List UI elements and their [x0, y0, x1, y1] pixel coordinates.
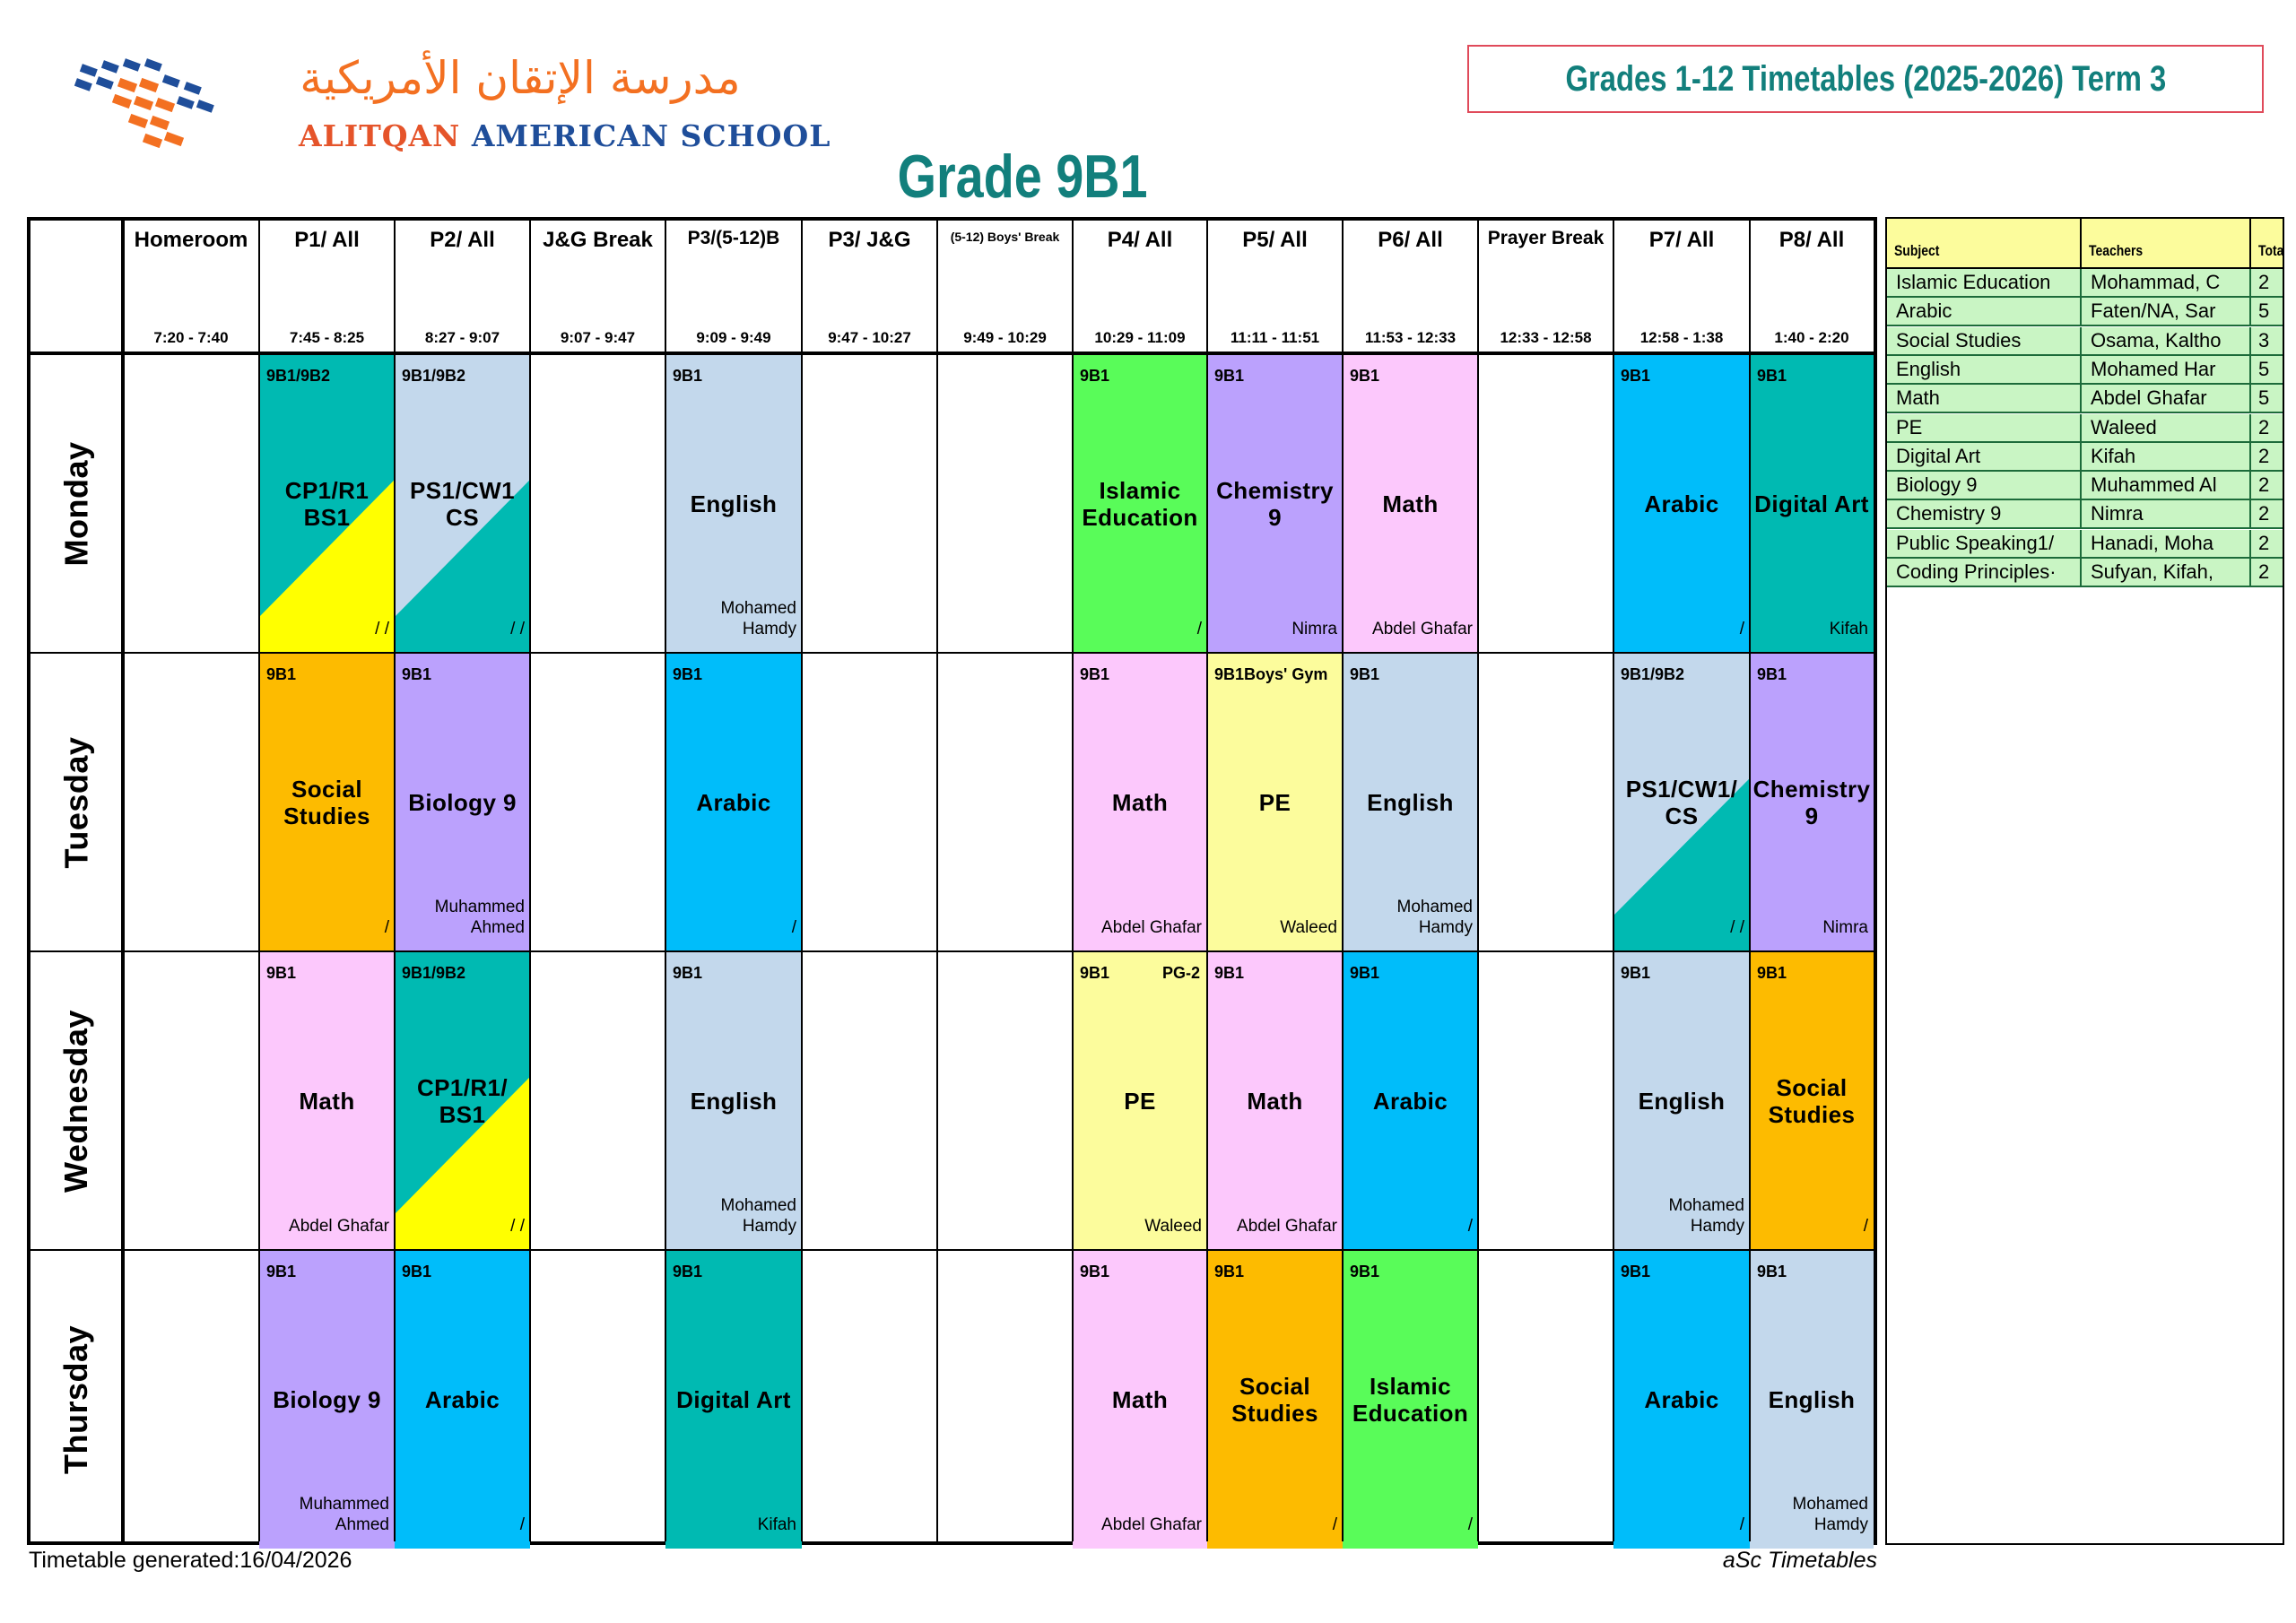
column-name: Prayer Break: [1487, 228, 1605, 248]
column-name: (5-12) Boys' Break: [950, 230, 1060, 244]
lesson-cell[interactable]: [259, 354, 395, 653]
lesson-subject: Chemistry 9: [1752, 775, 1871, 829]
day-name: Tuesday: [57, 736, 95, 868]
lesson-teacher: Nimra: [1822, 918, 1868, 938]
subject-table-cell: 2: [2249, 530, 2284, 557]
grid-line: [1477, 221, 1479, 1541]
lesson-teacher: Abdel Ghafar: [289, 1217, 389, 1237]
lesson-subject: English: [690, 1087, 778, 1115]
subject-table-cell: 5: [2249, 356, 2284, 383]
subject-table-cell: Kifah: [2080, 443, 2249, 470]
lesson-cell[interactable]: [1207, 951, 1343, 1250]
subject-table-cell: Hanadi, Moha: [2080, 530, 2249, 557]
subject-table-cell: Faten/NA, Sar: [2080, 298, 2249, 325]
lesson-subject: Social Studies: [283, 775, 370, 829]
lesson-class: 9B1/9B2: [402, 367, 466, 385]
grid-line: [394, 221, 396, 1541]
lesson-subject: Math: [1247, 1087, 1303, 1115]
lesson-cell[interactable]: [1343, 354, 1478, 653]
subject-table-row: [1887, 269, 2283, 298]
subject-table-row: [1887, 472, 2283, 500]
lesson-subject: CP1/R1 BS1: [284, 476, 370, 531]
lesson-cell[interactable]: [395, 1250, 530, 1549]
lesson-subject: Biology 9: [273, 1385, 381, 1413]
lesson-cell[interactable]: [1613, 653, 1750, 951]
grid-line: [1342, 221, 1344, 1541]
school-name-english: [299, 118, 831, 153]
grid-line: [1613, 221, 1614, 1541]
column-name: Homeroom: [134, 228, 248, 252]
lesson-teacher: Muhammed Ahmed: [299, 1494, 389, 1535]
lesson-teacher: Muhammed Ahmed: [434, 897, 525, 938]
subject-table-cell: Arabic: [1896, 299, 1952, 323]
lesson-class: 9B1: [266, 665, 297, 683]
grid-line: [529, 221, 531, 1541]
subject-table-row: [1887, 443, 2283, 472]
lesson-subject: Chemistry 9: [1216, 476, 1334, 531]
subject-table-cell: Public Speaking1/: [1896, 531, 2055, 554]
column-header: [937, 221, 1073, 352]
column-name: P7/ All: [1648, 228, 1715, 252]
lesson-subject: Arabic: [1644, 490, 1719, 517]
lesson-teacher: /: [1739, 1515, 1744, 1535]
lesson-class: 9B1: [1214, 367, 1245, 385]
column-header: [665, 221, 802, 352]
term-title: Grades 1-12 Timetables (2025-2026) Term 3: [1565, 58, 2166, 99]
lesson-class: 9B1: [1080, 367, 1110, 385]
lesson-teacher: Kifah: [1829, 620, 1868, 639]
lesson-cell[interactable]: [1750, 653, 1874, 951]
grid-line: [1072, 221, 1074, 1541]
lesson-cell[interactable]: [1073, 354, 1207, 653]
school-logo-icon: [63, 54, 233, 161]
lesson-class: 9B1/9B2: [1621, 665, 1685, 683]
school-name-arabic: مدرسة الإتقان الأمريكية: [300, 52, 741, 104]
column-header: [1343, 221, 1478, 352]
subject-table-cell: 2: [2249, 443, 2284, 470]
column-name: P4/ All: [1107, 228, 1173, 252]
header-text: Tota: [2258, 242, 2284, 259]
column-time: 12:58 - 1:38: [1639, 329, 1724, 346]
lesson-subject: PS1/CW1/ CS: [1625, 775, 1738, 829]
lesson-teacher: / /: [1730, 918, 1744, 938]
subject-table-cell: Mohamed Har: [2080, 356, 2249, 383]
lesson-subject: Islamic Education: [1082, 476, 1198, 531]
column-name: P5/ All: [1242, 228, 1308, 252]
grid-line: [30, 950, 1874, 952]
subject-table-cell: 2: [2249, 472, 2284, 499]
subject-table-row: [1887, 500, 2283, 529]
lesson-teacher: /: [1467, 1217, 1473, 1237]
lesson-class: 9B1: [1757, 1263, 1787, 1280]
lesson-subject: English: [1768, 1385, 1856, 1413]
grid-line: [30, 352, 1874, 355]
lesson-class: 9B1: [673, 1263, 703, 1280]
column-time: 9:47 - 10:27: [828, 329, 911, 346]
subject-table-cell: Biology 9: [1896, 473, 1978, 497]
lesson-teacher: Mohamed Hamdy: [1668, 1195, 1744, 1237]
lesson-teacher: Abdel Ghafar: [1101, 1515, 1202, 1535]
lesson-teacher: Mohamed Hamdy: [720, 1195, 796, 1237]
lesson-cell[interactable]: [395, 354, 530, 653]
column-name: P6/ All: [1378, 228, 1443, 252]
lesson-teacher: Mohamed Hamdy: [1396, 897, 1473, 938]
lesson-cell[interactable]: [1343, 653, 1478, 951]
lesson-class: 9B1: [402, 665, 432, 683]
subject-table-cell: Mohammad, C: [2080, 269, 2249, 296]
lesson-teacher: Kifah: [757, 1515, 796, 1535]
lesson-cell[interactable]: [1073, 951, 1207, 1250]
lesson-cell[interactable]: [1750, 354, 1874, 653]
lesson-subject: Social Studies: [1768, 1073, 1856, 1128]
lesson-subject: Math: [299, 1087, 355, 1115]
lesson-teacher: Abdel Ghafar: [1372, 620, 1473, 639]
grid-line: [30, 1249, 1874, 1251]
subject-table-cell: Social Studies: [1896, 328, 2022, 352]
lesson-class: 9B1: [1080, 665, 1110, 683]
column-time: 9:07 - 9:47: [560, 329, 636, 346]
header-text: Teachers: [2089, 242, 2144, 259]
grid-line: [1206, 221, 1208, 1541]
lesson-teacher: Mohamed Hamdy: [1792, 1494, 1868, 1535]
lesson-subject: Math: [1382, 490, 1439, 517]
column-time: 11:53 - 12:33: [1364, 329, 1457, 346]
lesson-cell[interactable]: [1750, 951, 1874, 1250]
column-name: P3/(5-12)B: [687, 228, 780, 248]
subject-table-header-cell: [2080, 219, 2249, 267]
subject-table-cell: 2: [2249, 269, 2284, 296]
lesson-cell[interactable]: [1073, 653, 1207, 951]
lesson-subject: Digital Art: [676, 1385, 791, 1413]
subject-table-cell: Islamic Education: [1896, 271, 2051, 293]
day-name: Monday: [57, 440, 95, 567]
lesson-class: 9B1: [1350, 964, 1380, 982]
lesson-class: 9B1: [1621, 1263, 1651, 1280]
lesson-class: 9B1Boys' Gym: [1214, 665, 1328, 683]
column-header: [802, 221, 937, 352]
lesson-class: 9B1: [673, 964, 703, 982]
subject-table-cell: Abdel Ghafar: [2080, 385, 2249, 412]
column-time: 8:27 - 9:07: [424, 329, 500, 346]
lesson-teacher: /: [519, 1515, 525, 1535]
column-header: [123, 221, 259, 352]
lesson-subject: CP1/R1/ BS1: [416, 1073, 509, 1128]
subject-table-cell: Osama, Kaltho: [2080, 327, 2249, 354]
lesson-cell[interactable]: [665, 1250, 802, 1549]
lesson-class: 9B1: [1080, 964, 1110, 982]
lesson-subject: English: [1367, 788, 1454, 816]
lesson-class: 9B1: [1214, 964, 1245, 982]
lesson-class: 9B1: [673, 367, 703, 385]
lesson-subject: PE: [1258, 788, 1292, 816]
subject-table-header-cell: [2249, 219, 2284, 267]
day-label-wednesday: [30, 951, 122, 1250]
lesson-teacher: / /: [510, 620, 525, 639]
lesson-cell[interactable]: [259, 951, 395, 1250]
column-name: J&G Break: [543, 228, 653, 252]
lesson-cell[interactable]: [1207, 1250, 1343, 1549]
lesson-class: 9B1: [1621, 964, 1651, 982]
lesson-teacher: /: [1863, 1217, 1868, 1237]
lesson-subject: Arabic: [424, 1385, 500, 1413]
lesson-teacher: / /: [510, 1217, 525, 1237]
lesson-cell[interactable]: [1207, 653, 1343, 951]
subject-table-row: [1887, 530, 2283, 559]
lesson-teacher: / /: [375, 620, 389, 639]
grid-line: [121, 221, 125, 1541]
lesson-subject: Math: [1111, 1385, 1169, 1413]
subject-table-row: [1887, 327, 2283, 356]
grade-title: [807, 142, 1238, 212]
column-time: 11:11 - 11:51: [1230, 329, 1320, 346]
subject-table-cell: 3: [2249, 327, 2284, 354]
lesson-class: 9B1: [1757, 367, 1787, 385]
lesson-teacher: /: [384, 918, 389, 938]
lesson-cell[interactable]: [1750, 1250, 1874, 1549]
subject-table-header: [1887, 219, 2283, 269]
lesson-subject: Arabic: [1372, 1087, 1448, 1115]
column-time: 7:20 - 7:40: [153, 329, 229, 346]
lesson-cell[interactable]: [259, 653, 395, 951]
subject-table-cell: Coding Principles·: [1896, 560, 2057, 583]
day-name: Wednesday: [57, 1009, 94, 1193]
column-name: P1/ All: [294, 228, 360, 252]
subject-table-row: [1887, 298, 2283, 326]
school-name-part2: AMERICAN SCHOOL: [471, 118, 831, 153]
lesson-teacher: /: [1196, 620, 1202, 639]
column-header: [530, 221, 665, 352]
lesson-class: 9B1: [1757, 964, 1787, 982]
column-header: [1207, 221, 1343, 352]
generated-date: Timetable generated:16/04/2026: [29, 1548, 352, 1573]
lesson-cell[interactable]: [665, 951, 802, 1250]
lesson-subject: Math: [1111, 788, 1169, 816]
lesson-cell[interactable]: [395, 653, 530, 951]
lesson-class: 9B1: [1214, 1263, 1245, 1280]
grade-title-text: Grade 9B1: [897, 143, 1148, 211]
lesson-subject: English: [1638, 1087, 1726, 1115]
header-text: Subject: [1894, 242, 1940, 259]
subject-table-row: [1887, 356, 2283, 385]
column-time: 7:45 - 8:25: [289, 329, 365, 346]
lesson-cell[interactable]: [1613, 1250, 1750, 1549]
subject-table-cell: 2: [2249, 500, 2284, 527]
lesson-teacher: Waleed: [1280, 918, 1337, 938]
subject-table-cell: Nimra: [2080, 500, 2249, 527]
subject-table-row: [1887, 559, 2283, 587]
column-time: 9:49 - 10:29: [963, 329, 1047, 346]
grid-line: [936, 221, 938, 1541]
column-name: P2/ All: [430, 228, 495, 252]
subject-table-row: [1887, 385, 2283, 413]
lesson-subject: English: [690, 490, 778, 517]
lesson-cell[interactable]: [1343, 1250, 1478, 1549]
subject-table-cell: 5: [2249, 298, 2284, 325]
day-name: Thursday: [57, 1324, 95, 1474]
column-time: 12:33 - 12:58: [1500, 329, 1592, 346]
lesson-teacher: /: [1739, 620, 1744, 639]
lesson-cell[interactable]: [665, 653, 802, 951]
subject-table-cell: English: [1896, 357, 1961, 380]
lesson-teacher: Mohamed Hamdy: [720, 598, 796, 639]
lesson-class: 9B1: [1757, 665, 1787, 683]
lesson-subject: Arabic: [1644, 1385, 1719, 1413]
lesson-teacher: Nimra: [1292, 620, 1337, 639]
lesson-cell[interactable]: [665, 354, 802, 653]
grid-line: [30, 652, 1874, 654]
lesson-class: 9B1: [1350, 367, 1380, 385]
subject-table-cell: Digital Art: [1896, 444, 1981, 467]
subject-table-cell: 2: [2249, 414, 2284, 441]
lesson-teacher: /: [791, 918, 796, 938]
subject-table-cell: PE: [1896, 415, 1923, 438]
subject-table-cell: Muhammed Al: [2080, 472, 2249, 499]
column-time: 1:40 - 2:20: [1774, 329, 1849, 346]
lesson-cell[interactable]: [1073, 1250, 1207, 1549]
lesson-teacher: Abdel Ghafar: [1101, 918, 1202, 938]
lesson-cell[interactable]: [1343, 951, 1478, 1250]
column-time: 9:09 - 9:49: [696, 329, 771, 346]
school-name-part1: ALITQAN: [299, 118, 472, 153]
column-header: [1613, 221, 1750, 352]
software-credit: aSc Timetables: [1722, 1548, 1877, 1573]
subject-summary-table: [1885, 217, 2284, 1545]
column-header: [1750, 221, 1874, 352]
lesson-teacher: /: [1332, 1515, 1337, 1535]
lesson-class: 9B1: [266, 964, 297, 982]
lesson-class: 9B1: [1350, 665, 1380, 683]
lesson-room: PG-2: [1161, 964, 1200, 982]
subject-table-cell: 5: [2249, 385, 2284, 412]
lesson-subject: Digital Art: [1754, 490, 1869, 517]
day-label-thursday: [30, 1250, 122, 1549]
column-header: [1478, 221, 1613, 352]
lesson-class: 9B1: [673, 665, 703, 683]
lesson-cell[interactable]: [1207, 354, 1343, 653]
lesson-class: 9B1: [402, 1263, 432, 1280]
subject-table-cell: Math: [1896, 386, 1940, 410]
lesson-subject: Biology 9: [408, 788, 517, 816]
grid-line: [1749, 221, 1751, 1541]
column-name: P3/ J&G: [828, 228, 911, 252]
lesson-teacher: Waleed: [1144, 1217, 1202, 1237]
subject-table-cell: Chemistry 9: [1896, 502, 2002, 525]
day-label-monday: [30, 354, 122, 653]
lesson-teacher: /: [1467, 1515, 1473, 1535]
lesson-teacher: Abdel Ghafar: [1237, 1217, 1337, 1237]
lesson-subject: Arabic: [696, 788, 771, 816]
grid-line: [665, 221, 666, 1541]
term-title-box: [1467, 45, 2264, 113]
column-header: [395, 221, 530, 352]
lesson-subject: Islamic Education: [1352, 1372, 1469, 1427]
subject-table-cell: 2: [2249, 559, 2284, 586]
subject-table-header-cell: [1887, 219, 2080, 267]
lesson-subject: Social Studies: [1231, 1372, 1318, 1427]
day-label-tuesday: [30, 653, 122, 951]
lesson-class: 9B1: [1080, 1263, 1110, 1280]
lesson-class: 9B1/9B2: [266, 367, 331, 385]
grid-line: [258, 221, 260, 1541]
subject-table-cell: Waleed: [2080, 414, 2249, 441]
column-name: P8/ All: [1779, 228, 1845, 252]
column-time: 10:29 - 11:09: [1094, 329, 1186, 346]
lesson-cell[interactable]: [259, 1250, 395, 1549]
lesson-cell[interactable]: [395, 951, 530, 1250]
subject-table-row: [1887, 414, 2283, 443]
lesson-cell[interactable]: [1613, 951, 1750, 1250]
column-header: [1073, 221, 1207, 352]
lesson-class: 9B1: [1621, 367, 1651, 385]
column-header: [259, 221, 395, 352]
lesson-class: 9B1: [266, 1263, 297, 1280]
lesson-class: 9B1/9B2: [402, 964, 466, 982]
lesson-class: 9B1: [1350, 1263, 1380, 1280]
lesson-cell[interactable]: [1613, 354, 1750, 653]
lesson-subject: PS1/CW1 CS: [410, 476, 515, 531]
grid-line: [801, 221, 803, 1541]
timetable-grid: [27, 217, 1877, 1545]
lesson-subject: PE: [1124, 1087, 1156, 1115]
subject-table-cell: Sufyan, Kifah,: [2080, 559, 2249, 586]
